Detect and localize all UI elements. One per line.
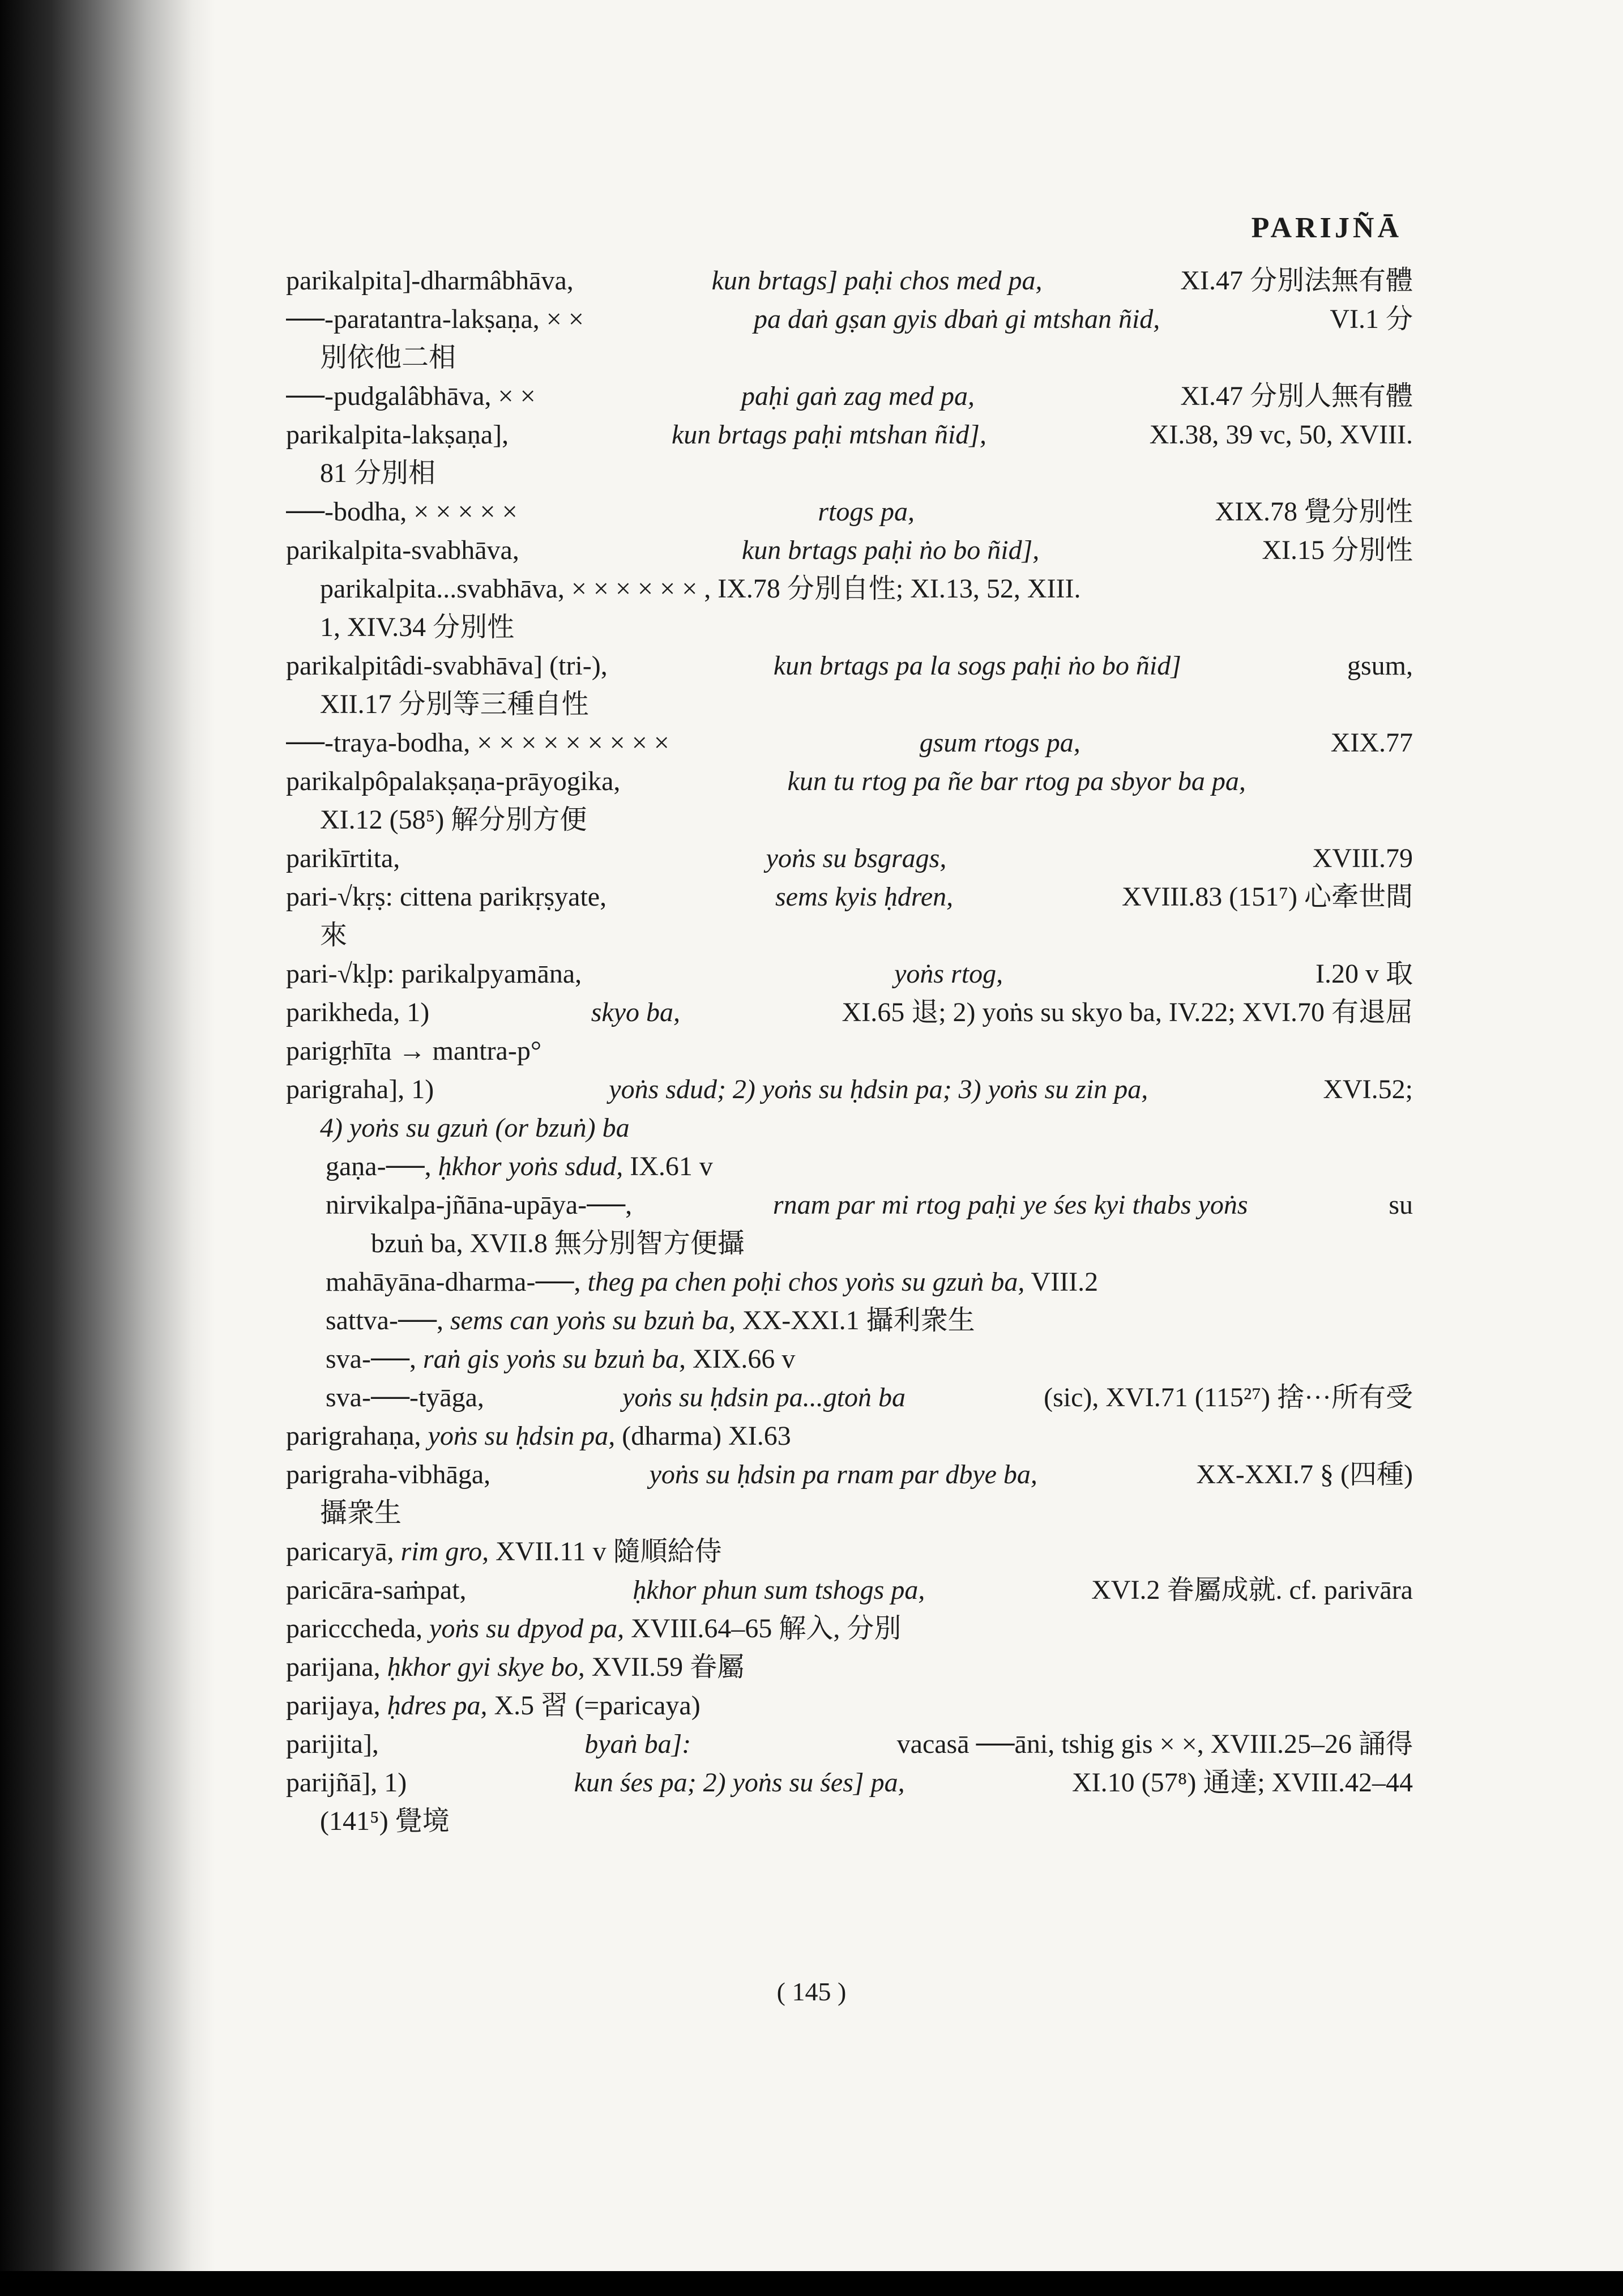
entry-line: mahāyāna-dharma-──, theg pa chen poḥi chos yoṅs su gzuṅ ba, VIII.2 [326,1267,1099,1297]
entry-line: pari-√kṛṣ: cittena parikṛṣyate, sems kyis ḥdren, XVIII.83 (151⁷) 心牽世間 [286,882,1413,912]
scan-shadow-left [0,0,215,2296]
entry-line: paricccheda, yoṅs su dpyod pa, XVIII.64–65 解入, 分別 [286,1614,902,1644]
entry-line: parijaya, ḥdres pa, X.5 習 (=paricaya) [286,1691,701,1721]
entry-line: XI.12 (58⁵) 解分別方便 [320,805,587,835]
entry-line: parigṛhīta → mantra-p° [286,1036,542,1066]
entry-line: sva-──-tyāga, yoṅs su ḥdsin pa...gtoṅ ba (sic), XVI.71 (115²⁷) 捨···所有受 [326,1382,1413,1412]
entry-line: nirvikalpa-jñāna-upāya-──, rnam par mi rtog paḥi ye śes kyi thabs yoṅs su [326,1190,1413,1220]
entry-line: parikalpita...svabhāva, × × × × × × , IX.78 分別自性; XI.13, 52, XIII. [320,574,1081,604]
entry-line: parigrahaṇa, yoṅs su ḥdsin pa, (dharma) XI.63 [286,1421,791,1451]
entry-line: parigraha-vibhāga, yoṅs su ḥdsin pa rnam par dbye ba, XX-XXI.7 § (四種) [286,1459,1413,1490]
entry-line: 81 分別相 [320,458,436,488]
entry-line: paricaryā, rim gro, XVII.11 v 隨順給侍 [286,1537,722,1567]
entry-line: ──-traya-bodha, × × × × × × × × × gsum rtogs pa, XIX.77 [286,728,1413,758]
entry-line: XII.17 分別等三種自性 [320,689,589,719]
entry-line: parijñā], 1) kun śes pa; 2) yoṅs su śes] pa, XI.10 (57⁸) 通達; XVIII.42–44 [286,1768,1413,1798]
entry-line: parikalpita-lakṣaṇa], kun brtags paḥi mtshan ñid], XI.38, 39 vc, 50, XVIII. [286,420,1413,450]
entry-line: 攝衆生 [320,1498,402,1528]
entry-line: paricāra-saṁpat, ḥkhor phun sum tshogs pa, XVI.2 眷屬成就. cf. parivāra [286,1575,1413,1605]
entry-line: parigraha], 1) yoṅs sdud; 2) yoṅs su ḥdsin pa; 3) yoṅs su zin pa, XVI.52; [286,1074,1413,1104]
entry-line: parijana, ḥkhor gyi skye bo, XVII.59 眷屬 [286,1652,745,1682]
entry-line: ──-pudgalâbhāva, × × paḥi gaṅ zag med pa, XI.47 分別人無有體 [286,381,1413,411]
entry-line: sattva-──, sems can yoṅs su bzuṅ ba, XX-XXI.1 攝利衆生 [326,1305,975,1335]
entry-line: parikīrtita, yoṅs su bsgrags, XVIII.79 [286,843,1413,873]
entry-line: (141⁵) 覺境 [320,1806,450,1836]
page-number: ( 145 ) [776,1977,847,2006]
page-header: PARIJÑĀ [1251,212,1402,244]
entry-line: bzuṅ ba, XVII.8 無分別智方便攝 [371,1228,745,1258]
entry-line: parikalpôpalakṣaṇa-prāyogika, kun tu rtog pa ñe bar rtog pa sbyor ba pa, [286,766,1246,796]
entry-line: parikalpitâdi-svabhāva] (tri-), kun brtags pa la sogs paḥi ṅo bo ñid] gsum, [286,651,1413,681]
entry-line: ──-paratantra-lakṣaṇa, × × pa daṅ gṣan gyis dbaṅ gi mtshan ñid, VI.1 分 [286,304,1413,334]
scan-shadow-bottom [0,2271,1623,2296]
entry-line: parikheda, 1) skyo ba, XI.65 退; 2) yoṅs su skyo ba, IV.22; XVI.70 有退屈 [286,997,1413,1027]
entry-line: 別依他二相 [320,343,456,373]
entry-line: gaṇa-──, ḥkhor yoṅs sdud, IX.61 v [326,1151,713,1181]
entry-line: 來 [320,920,348,950]
entry-line: parikalpita]-dharmâbhāva, kun brtags] paḥi chos med pa, XI.47 分別法無有體 [286,266,1413,296]
entry-line: 4) yoṅs su gzuṅ (or bzuṅ) ba [320,1113,630,1143]
entry-line: parikalpita-svabhāva, kun brtags paḥi ṅo bo ñid], XI.15 分別性 [286,535,1413,565]
entry-line: 1, XIV.34 分別性 [320,612,515,642]
entry-line: ──-bodha, × × × × × rtogs pa, XIX.78 覺分別性 [286,497,1413,527]
entry-line: pari-√kḷp: parikalpyamāna, yoṅs rtog, I.20 v 取 [286,959,1413,989]
entry-line: parijita], byaṅ ba]: vacasā ──āni, tshig gis × ×, XVIII.25–26 誦得 [286,1729,1413,1759]
entry-line: sva-──, raṅ gis yoṅs su bzuṅ ba, XIX.66 v [326,1344,796,1374]
